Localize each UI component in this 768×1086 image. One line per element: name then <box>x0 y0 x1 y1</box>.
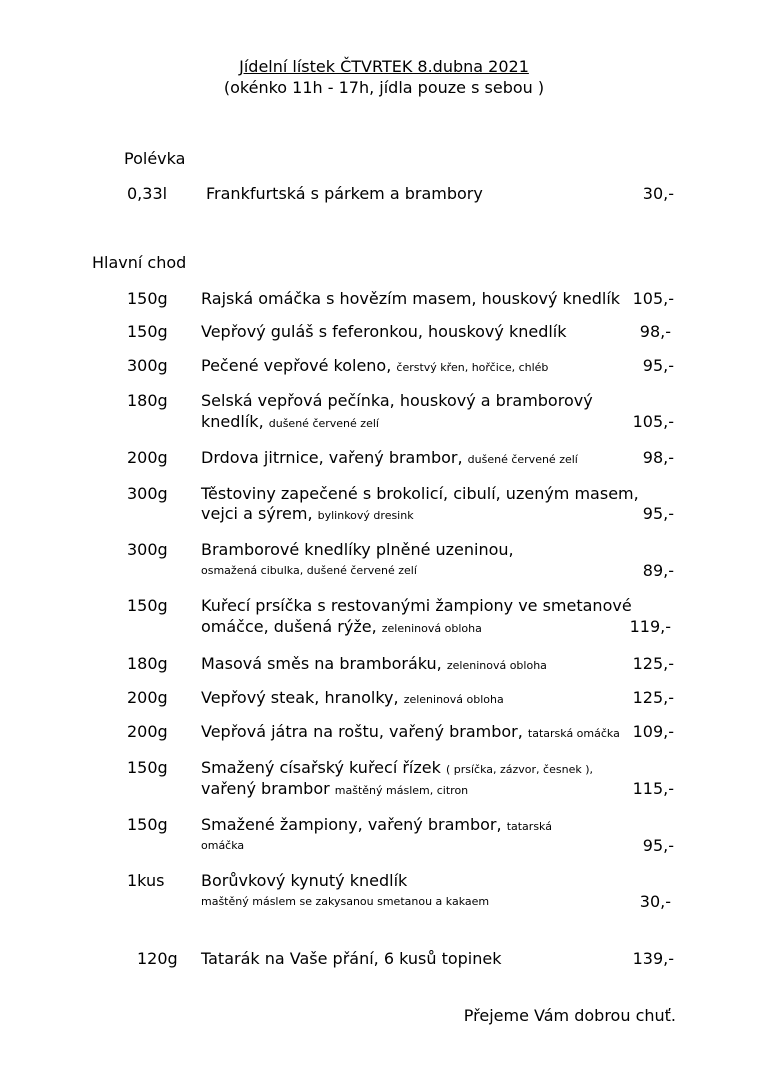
item-note: bylinkový dresink <box>317 509 414 522</box>
item-name-main: vejci a sýrem, <box>201 504 313 523</box>
soup-amount: 0,33l <box>127 184 168 203</box>
item-note: maštěný máslem se zakysanou smetanou a kakaem <box>201 895 490 908</box>
item-name-line2 <box>201 617 482 636</box>
item-price: 105,- <box>632 289 674 308</box>
item-name-main: vařený brambor <box>201 779 330 798</box>
item-note: omáčka <box>201 839 245 852</box>
item-note: maštěný máslem, citron <box>334 784 469 797</box>
item-name: Borůvkový kynutý knedlík <box>201 871 408 890</box>
item-name-main: omáčce, dušená rýže, <box>201 617 377 636</box>
item-amount: 120g <box>137 949 178 968</box>
item-name-main: Smažené žampiony, vařený brambor, <box>201 815 502 834</box>
soup-price: 30,- <box>642 184 674 203</box>
item-amount: 300g <box>127 356 168 375</box>
item-name <box>201 356 548 375</box>
item-note: osmažená cibulka, dušené červené zelí <box>201 564 417 577</box>
item-amount: 1kus <box>127 871 165 890</box>
item-price: 95,- <box>642 836 674 855</box>
item-amount: 300g <box>127 540 168 559</box>
item-note: zeleninová obloha <box>403 693 504 706</box>
item-note: dušené červené zelí <box>268 417 379 430</box>
item-amount: 150g <box>127 596 168 615</box>
item-name <box>201 815 552 834</box>
item-name: Těstoviny zapečené s brokolicí, cibulí, uzeným masem, <box>201 484 639 503</box>
item-price: 98,- <box>642 448 674 467</box>
item-amount: 180g <box>127 391 168 410</box>
item-name-line2 <box>201 412 379 431</box>
item-name-main: Pečené vepřové koleno, <box>201 356 392 375</box>
item-amount: 200g <box>127 448 168 467</box>
item-price: 125,- <box>632 654 674 673</box>
item-note: tatarská omáčka <box>527 727 620 740</box>
soup-name: Frankfurtská s párkem a brambory <box>206 184 483 203</box>
item-note: tatarská <box>506 820 552 833</box>
item-name-main: Vepřový steak, hranolky, <box>201 688 399 707</box>
item-name <box>201 654 547 673</box>
item-price: 109,- <box>632 722 674 741</box>
item-amount: 150g <box>127 322 168 341</box>
item-name <box>201 448 578 467</box>
item-name-main: Masová směs na bramboráku, <box>201 654 442 673</box>
menu-title: Jídelní lístek ČTVRTEK 8.dubna 2021 <box>239 57 529 76</box>
item-name: Selská vepřová pečínka, houskový a bramborový <box>201 391 593 410</box>
item-note: ( prsíčka, zázvor, česnek ), <box>445 763 593 776</box>
item-name-line2 <box>201 779 468 798</box>
soup-heading: Polévka <box>124 149 186 168</box>
item-amount: 150g <box>127 815 168 834</box>
item-name <box>201 688 504 707</box>
item-amount: 180g <box>127 654 168 673</box>
item-name-main: Vepřová játra na roštu, vařený brambor, <box>201 722 523 741</box>
main-heading: Hlavní chod <box>92 253 187 272</box>
item-name-main: knedlík, <box>201 412 264 431</box>
item-name-main: Drdova jitrnice, vařený brambor, <box>201 448 463 467</box>
item-note: zeleninová obloha <box>381 622 482 635</box>
item-price: 105,- <box>632 412 674 431</box>
item-price: 139,- <box>632 949 674 968</box>
item-price: 119,- <box>629 617 671 636</box>
item-amount: 200g <box>127 722 168 741</box>
item-name: Kuřecí prsíčka s restovanými žampiony ve smetanové <box>201 596 632 615</box>
menu-subtitle: (okénko 11h - 17h, jídla pouze s sebou ) <box>223 78 545 97</box>
item-price: 125,- <box>632 688 674 707</box>
item-amount: 150g <box>127 289 168 308</box>
item-price: 30,- <box>639 892 671 911</box>
item-name: Bramborové knedlíky plněné uzeninou, <box>201 540 514 559</box>
item-name-main: Smažený císařský kuřecí řízek <box>201 758 441 777</box>
item-price: 95,- <box>642 504 674 523</box>
item-name-line2 <box>201 504 414 523</box>
item-price: 89,- <box>642 561 674 580</box>
item-note: dušené červené zelí <box>467 453 578 466</box>
item-note: čerstvý křen, hořčice, chléb <box>396 361 549 374</box>
item-price: 115,- <box>632 779 674 798</box>
item-name <box>201 722 620 741</box>
item-amount: 150g <box>127 758 168 777</box>
item-name <box>201 758 593 777</box>
item-price: 98,- <box>639 322 671 341</box>
item-amount: 200g <box>127 688 168 707</box>
item-name: Tatarák na Vaše přání, 6 kusů topinek <box>201 949 502 968</box>
item-name: Vepřový guláš s feferonkou, houskový knedlík <box>201 322 567 341</box>
item-note: zeleninová obloha <box>446 659 547 672</box>
item-price: 95,- <box>642 356 674 375</box>
closing-greeting: Přejeme Vám dobrou chuť. <box>463 1006 676 1025</box>
item-amount: 300g <box>127 484 168 503</box>
item-name: Rajská omáčka s hovězím masem, houskový knedlík <box>201 289 621 308</box>
